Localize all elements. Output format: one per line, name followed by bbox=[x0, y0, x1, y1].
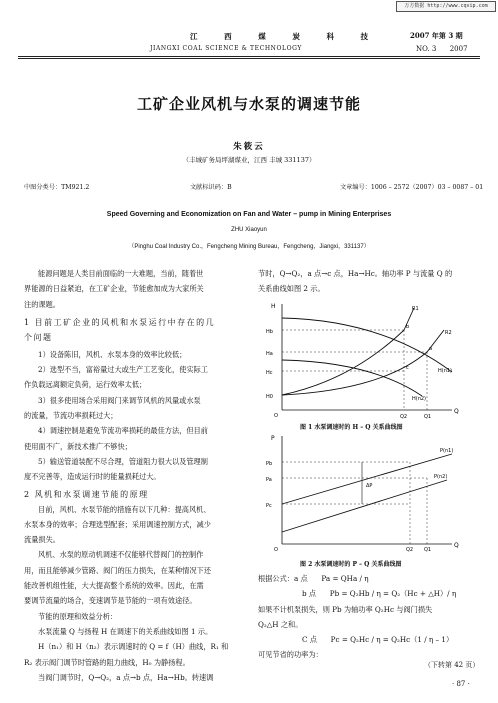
section-heading-2: 2 风机和水泵调速节能的原理 bbox=[24, 489, 149, 499]
formula-line: C 点 Pc = Q₂Hc / η = Q₂Hc（1 / η – 1） bbox=[302, 635, 454, 645]
fig1-point-c: c bbox=[406, 365, 409, 371]
body-line: 水泵本身的效率；合理选型配套；采用调速控制方式，减少 bbox=[24, 519, 211, 529]
list-item: 4）调速控制是避免节流功率损耗的最佳方法，但目前 bbox=[38, 426, 208, 436]
body-line: 能改善机组性能，大大提高整个系统的效率。因此，在需 bbox=[24, 581, 204, 591]
fig1-point-a: a bbox=[429, 346, 433, 352]
list-item: 1）设备陈旧，风机、水泵本身的效率比较低； bbox=[38, 349, 187, 359]
article-number: 文章编号：1006 – 2572（2007）03 – 0087 – 01 bbox=[340, 184, 484, 191]
section-heading-1-cont: 个问题 bbox=[24, 332, 53, 342]
body-line: H（n₁）和 H（n₂）表示调速时的 Q = f（H）曲线，R₁ 和 bbox=[38, 642, 229, 652]
formula-block bbox=[258, 571, 480, 663]
author-affiliation: （丰城矿务局坪湖煤业，江西 丰城 331137） bbox=[182, 156, 316, 164]
fig1-label-hc: Hc bbox=[266, 370, 273, 376]
section-heading-1: 1 目前工矿企业的风机和水泵运行中存在的几 bbox=[24, 317, 216, 327]
body-line: 当阀门调节时，Q→Q₂，a 点→b 点，Ha→Hb。转速调 bbox=[38, 672, 214, 682]
figure-1-hq-curve bbox=[262, 300, 462, 420]
fig2-label-dp: ΔP bbox=[366, 483, 373, 489]
list-item: 的流量，节流功率损耗过大； bbox=[24, 411, 118, 421]
body-line: 节能的原理和效益分析： bbox=[38, 611, 118, 621]
fig2-label-pb: Pb bbox=[266, 461, 273, 467]
body-line: 用，而且能够减少管路、阀门的压力损失，在某种情况下还 bbox=[24, 565, 211, 575]
fig2-label-pa: Pa bbox=[266, 477, 272, 483]
fig1-label-r2: R2 bbox=[445, 330, 452, 336]
intro-line: 界能源的日益紧迫，在工矿企业，节能愈加成为大家所关 bbox=[24, 284, 204, 294]
fig2-label-pn2: P(n2) bbox=[434, 474, 448, 480]
journal-title-cn: 江 西 煤 炭 科 技 bbox=[190, 32, 381, 41]
year-issue: 2007 年第 3 期 bbox=[410, 31, 463, 40]
body-line: 风机、水泵的原动机调速不仅能够代替阀门的控制作 bbox=[38, 550, 204, 560]
right-column-top bbox=[258, 266, 480, 297]
body-line: 关系曲线如图 2 示。 bbox=[258, 284, 325, 294]
watermark-stamp: 万方数据 http://www.cqvip.com bbox=[396, 1, 496, 12]
header-rule-2 bbox=[18, 58, 480, 59]
fig1-label-h0: H0 bbox=[266, 394, 273, 400]
fig1-label-hn1: H(n1) bbox=[438, 368, 453, 374]
fig1-axis-h: H bbox=[271, 303, 276, 310]
left-column bbox=[24, 266, 246, 685]
body-line: R₂ 表示阀门调节时管路的阻力曲线，H₀ 为静扬程。 bbox=[24, 657, 190, 667]
document-code: 文献标识码：B bbox=[190, 184, 232, 191]
journal-title-en: JIANGXI COAL SCIENCE & TECHNOLOGY bbox=[150, 45, 302, 52]
fig1-axis-q: Q bbox=[454, 408, 459, 415]
body-line: 目前，风机、水泵节能的措施有以下几种：提高风机、 bbox=[38, 504, 211, 514]
formula-line: b 点 Pb = Q₂Hb / η = Q₂（Hc + △H）/ η bbox=[302, 589, 457, 599]
list-item: 作负载远离额定负荷，运行效率太低； bbox=[24, 380, 147, 390]
list-item: 3）很多使用场合采用阀门来调节风机的风量或水泵 bbox=[38, 395, 201, 405]
fig1-label-q2: Q2 bbox=[400, 414, 408, 420]
list-item: 5）输送管道装配不尽合理，管道阻力很大以及管理制 bbox=[38, 456, 208, 466]
fig1-point-b: b bbox=[406, 324, 410, 330]
body-line: 水泵流量 Q 与扬程 H 在调速下的关系曲线如图 1 示。 bbox=[38, 626, 213, 636]
list-item: 使用面不广，新技术推广不够快； bbox=[24, 441, 132, 451]
fig1-origin: O bbox=[274, 413, 278, 419]
fig2-label-q2: Q2 bbox=[406, 547, 414, 552]
header-rule bbox=[18, 56, 480, 57]
fig2-axis-q: Q bbox=[454, 542, 459, 549]
intro-line: 注的课题。 bbox=[24, 299, 60, 309]
fig2-origin: O bbox=[274, 547, 278, 552]
fig2-label-q1: Q1 bbox=[424, 547, 432, 552]
fig1-label-hn2: H(n2) bbox=[412, 396, 427, 402]
body-line: 流量损失。 bbox=[24, 535, 60, 545]
fig1-label-r1: R1 bbox=[412, 306, 419, 312]
fig1-label-hb: Hb bbox=[266, 329, 273, 335]
author-name: 朱筱云 bbox=[233, 142, 265, 152]
clc-number: 中图分类号：TM921.2 bbox=[24, 184, 90, 191]
fig1-label-ha: Ha bbox=[266, 351, 273, 357]
list-item: 度不完善等，造成运行时的能量损耗过大。 bbox=[24, 472, 161, 482]
fig2-axis-p: P bbox=[271, 435, 275, 442]
page-number: · 87 · bbox=[452, 680, 470, 688]
list-item: 2）选型不当，富裕量过大或生产工艺变化，使实际工 bbox=[38, 365, 208, 375]
formula-line: 可见节省的功率为： bbox=[258, 650, 323, 660]
continued-note: （下转第 42 页） bbox=[424, 661, 480, 669]
figure-2-caption: 图 2 水泵调速时的 P – Q 关系曲线图 bbox=[300, 561, 402, 568]
intro-line: 能源问题是人类目前面临的一大难题，当前，随着世 bbox=[38, 269, 204, 278]
affiliation-en: （Pinghu Coal Industry Co.，Fengcheng Mining Bureau，Fengcheng，Jiangxi，331137） bbox=[128, 244, 370, 250]
figure-2-pq-curve bbox=[262, 432, 462, 552]
author-en: ZHU Xiaoyun bbox=[231, 227, 267, 233]
formula-line: 如果不计机泵损失，则 Pb 为轴功率 Q₂Hc 与阀门损失 bbox=[258, 604, 433, 614]
fig2-label-pc: Pc bbox=[266, 503, 272, 509]
title-en: Speed Governing and Economization on Fan and Water – pump in Mining Enterprises bbox=[106, 211, 392, 218]
article-title: 工矿企业风机与水泵的调速节能 bbox=[136, 95, 361, 113]
formula-line: 根据公式：a 点 Pa = QHa / η bbox=[258, 574, 369, 583]
issue-number: NO. 3 2007 bbox=[416, 45, 468, 53]
fig2-label-pn1: P(n1) bbox=[440, 448, 454, 454]
body-line: 要调节流量的场合，变速调节是节能的一项有效途径。 bbox=[24, 596, 197, 606]
formula-line: Q₂△H 之和。 bbox=[258, 619, 303, 629]
body-line: 节时，Q→Q₂，a 点→c 点，Ha→Hc。轴功率 P 与流量 Q 的 bbox=[258, 269, 453, 278]
fig1-label-q1: Q1 bbox=[424, 414, 432, 420]
figure-1-caption: 图 1 水泵调速时的 H – Q 关系曲线图 bbox=[300, 424, 403, 431]
